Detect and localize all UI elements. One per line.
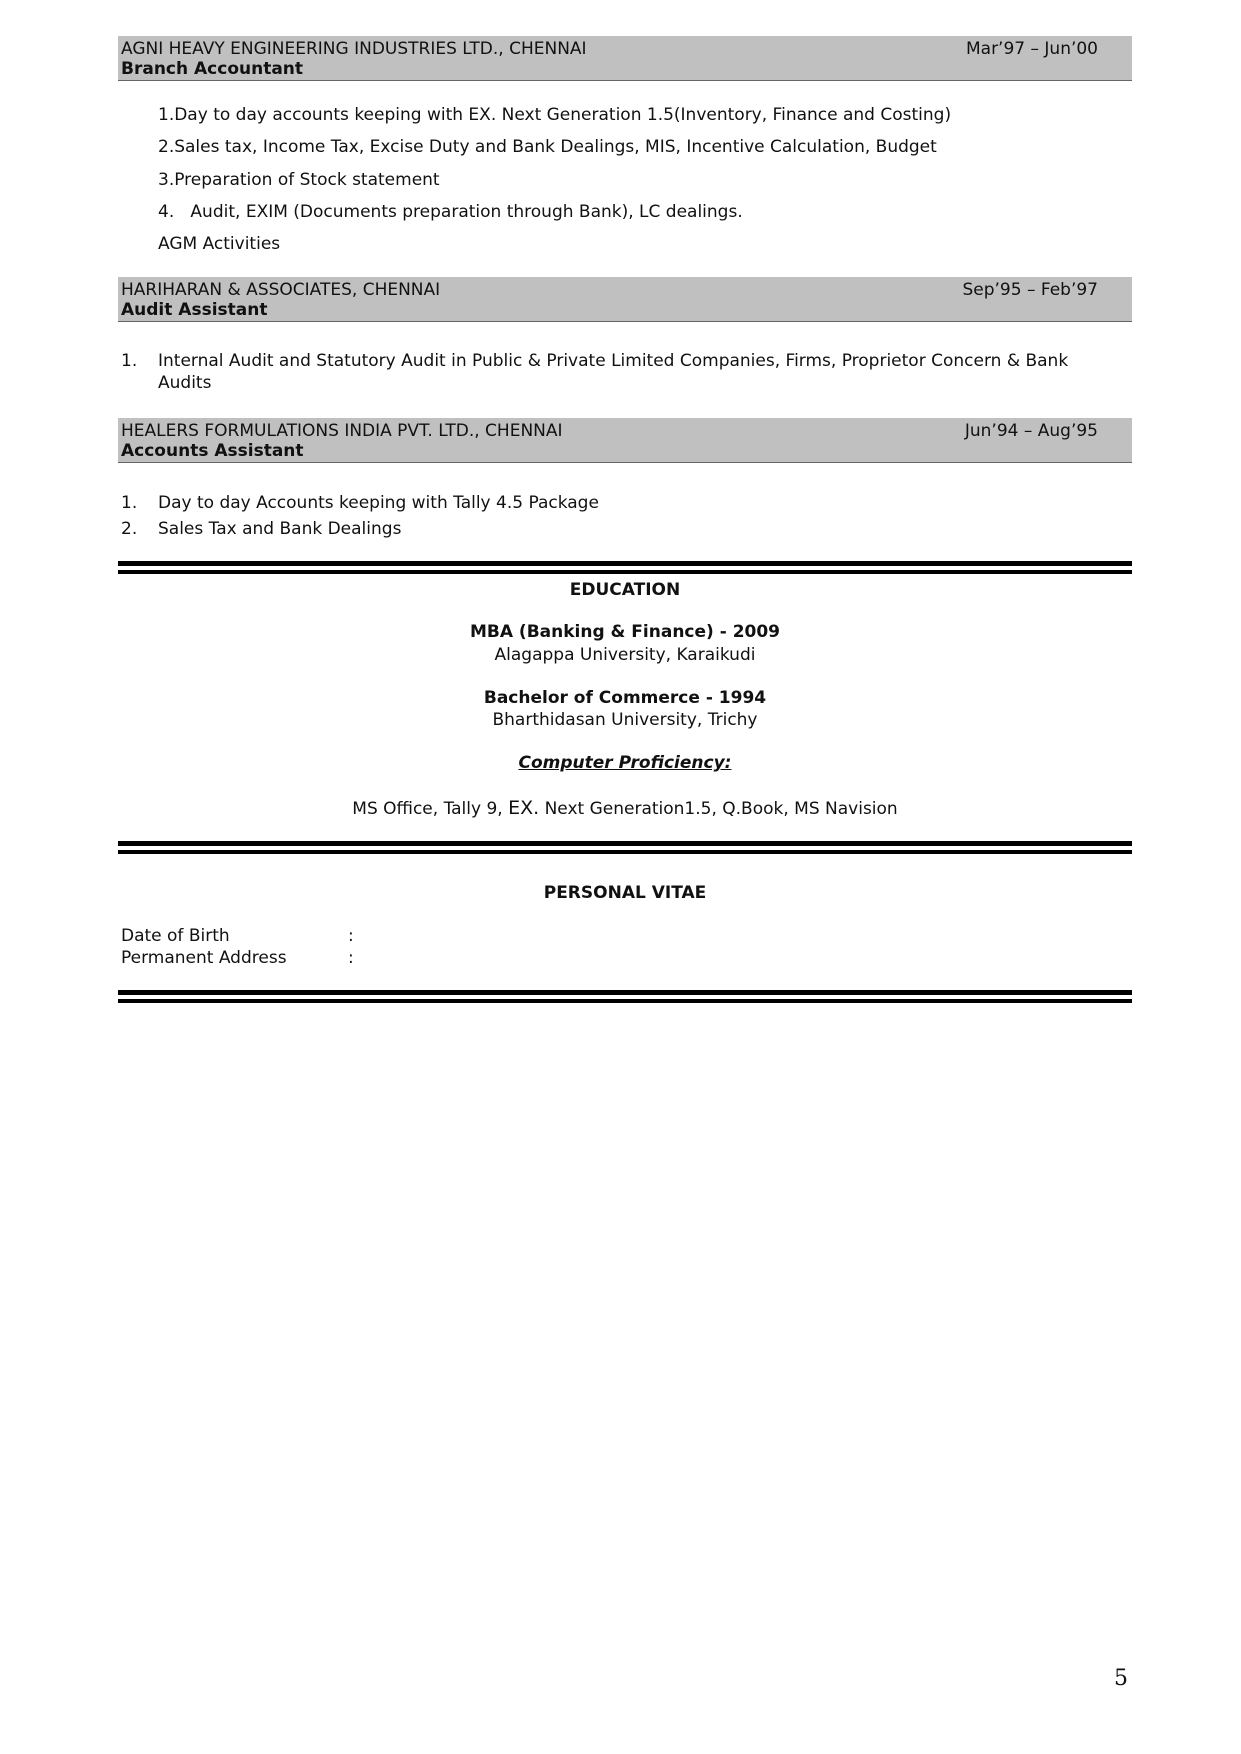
job-dates: Sep’95 – Feb’97: [962, 280, 1098, 300]
job-role: Branch Accountant: [121, 59, 304, 79]
job-header-healers: [118, 418, 1132, 463]
computer-skills-part: Next Generation1.5, Q.Book, MS Navision: [539, 799, 898, 819]
field-label-date-of-birth: Date of Birth: [121, 926, 230, 946]
degree-title: Bachelor of Commerce - 1994: [483, 688, 767, 708]
job-duty: Day to day Accounts keeping with Tally 4.5 Package: [158, 493, 599, 513]
job-duty-continued: Audits: [158, 373, 212, 393]
company-name: AGNI HEAVY ENGINEERING INDUSTRIES LTD., CHENNAI: [121, 39, 587, 59]
job-duty: Sales Tax and Bank Dealings: [158, 519, 402, 539]
job-dates: Jun’94 – Aug’95: [964, 421, 1098, 441]
company-name: HEALERS FORMULATIONS INDIA PVT. LTD., CHENNAI: [121, 421, 563, 441]
job-duty: 4. Audit, EXIM (Documents preparation through Bank), LC dealings.: [158, 202, 743, 222]
section-divider: [118, 990, 1132, 1003]
company-name: HARIHARAN & ASSOCIATES, CHENNAI: [121, 280, 441, 300]
job-header-hariharan: [118, 277, 1132, 322]
field-label-permanent-address: Permanent Address: [121, 948, 287, 968]
education-heading: EDUCATION: [569, 580, 681, 600]
field-colon: :: [348, 926, 354, 946]
degree-institution: Alagappa University, Karaikudi: [494, 645, 756, 665]
job-role: Accounts Assistant: [121, 441, 304, 461]
computer-skills-ex: EX.: [508, 797, 540, 819]
computer-skills: [118, 797, 1132, 819]
personal-vitae-heading: PERSONAL VITAE: [543, 883, 707, 903]
job-duty: AGM Activities: [158, 234, 281, 254]
job-duty: 2.Sales tax, Income Tax, Excise Duty and Bank Dealings, MIS, Incentive Calculation, Budget: [158, 137, 937, 157]
list-number: 1.: [121, 493, 138, 513]
list-number: 2.: [121, 519, 138, 539]
list-number: 1.: [121, 351, 138, 371]
job-header-agni: [118, 36, 1132, 81]
degree-institution: Bharthidasan University, Trichy: [492, 710, 758, 730]
degree-title: MBA (Banking & Finance) - 2009: [469, 622, 781, 642]
field-colon: :: [348, 948, 354, 968]
job-role: Audit Assistant: [121, 300, 268, 320]
computer-skills-part: MS Office, Tally 9,: [352, 799, 509, 819]
computer-proficiency-heading: Computer Proficiency:: [518, 753, 732, 773]
page-number: 5: [1114, 1666, 1128, 1691]
job-dates: Mar’97 – Jun’00: [965, 39, 1098, 59]
job-duty: Internal Audit and Statutory Audit in Public & Private Limited Companies, Firms, Proprietor Concern & Bank: [158, 351, 1069, 371]
job-duty: 3.Preparation of Stock statement: [158, 170, 440, 190]
section-divider: [118, 841, 1132, 854]
section-divider: [118, 561, 1132, 574]
job-duty: 1.Day to day accounts keeping with EX. Next Generation 1.5(Inventory, Finance and Costing): [158, 105, 952, 125]
